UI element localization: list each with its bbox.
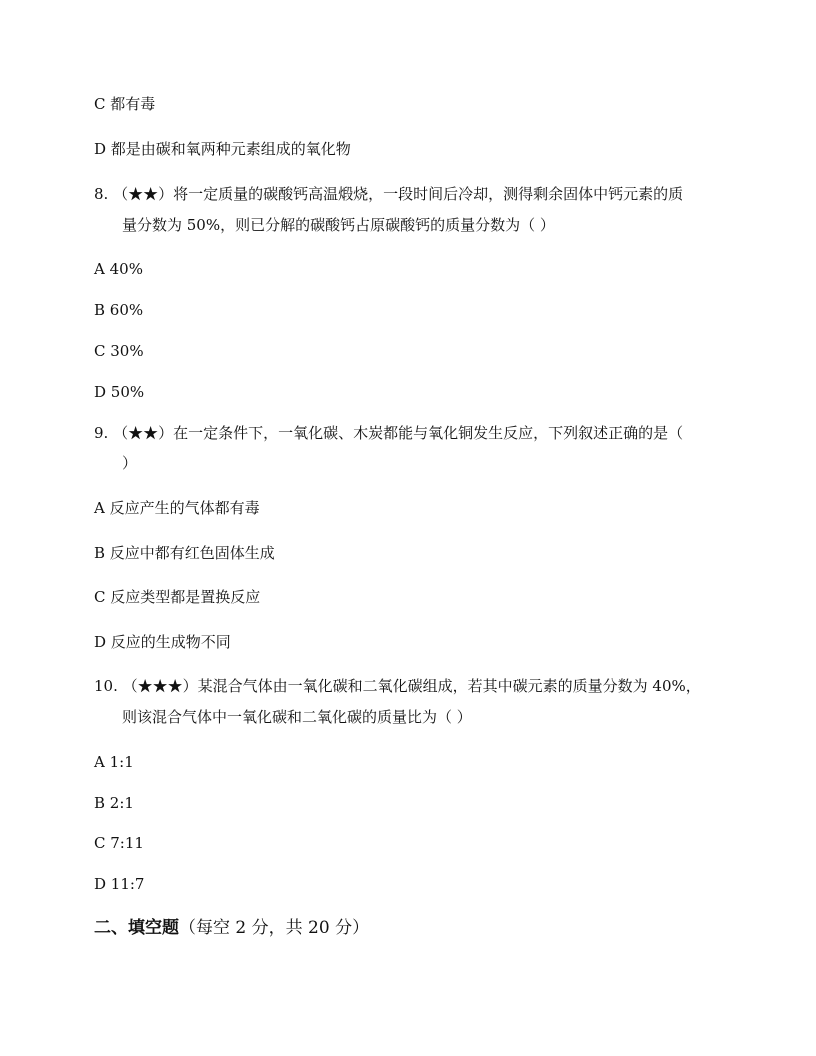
q9-option-d: D 反应的生成物不同: [94, 633, 231, 651]
q10-option-a: A 1:1: [94, 753, 134, 771]
q10-stem-line1: 10. （★★★）某混合气体由一氧化碳和二氧化碳组成，若其中碳元素的质量分数为 40%，: [94, 677, 701, 695]
q9-option-b: B 反应中都有红色固体生成: [94, 544, 275, 562]
q10-option-c: C 7:11: [94, 834, 144, 852]
q8-option-c: C 30%: [94, 342, 144, 360]
q8-stem-line2: 量分数为 50%，则已分解的碳酸钙占原碳酸钙的质量分数为（ ）: [122, 216, 555, 234]
q9-stem-line1: 9. （★★）在一定条件下，一氧化碳、木炭都能与氧化铜发生反应，下列叙述正确的是（: [94, 424, 684, 442]
q8-stem-line1: 8. （★★）将一定质量的碳酸钙高温煅烧，一段时间后冷却，测得剩余固体中钙元素的质: [94, 185, 684, 203]
q9-stem-line2: ）: [122, 454, 138, 472]
q8-option-d: D 50%: [94, 383, 145, 401]
section-title: 二、填空题: [94, 918, 179, 938]
q10-option-d: D 11:7: [94, 875, 145, 893]
section-note: （每空 2 分，共 20 分）: [179, 918, 370, 938]
q9-option-a: A 反应产生的气体都有毒: [94, 499, 260, 517]
q10-option-b: B 2:1: [94, 794, 134, 812]
q9-option-c: C 反应类型都是置换反应: [94, 588, 261, 606]
q7-option-c: C 都有毒: [94, 95, 156, 113]
q7-option-d: D 都是由碳和氧两种元素组成的氧化物: [94, 140, 351, 158]
section-heading: [94, 917, 369, 939]
q8-option-b: B 60%: [94, 301, 144, 319]
q8-option-a: A 40%: [94, 260, 143, 278]
q10-stem-line2: 则该混合气体中一氧化碳和二氧化碳的质量比为（ ）: [122, 708, 472, 726]
